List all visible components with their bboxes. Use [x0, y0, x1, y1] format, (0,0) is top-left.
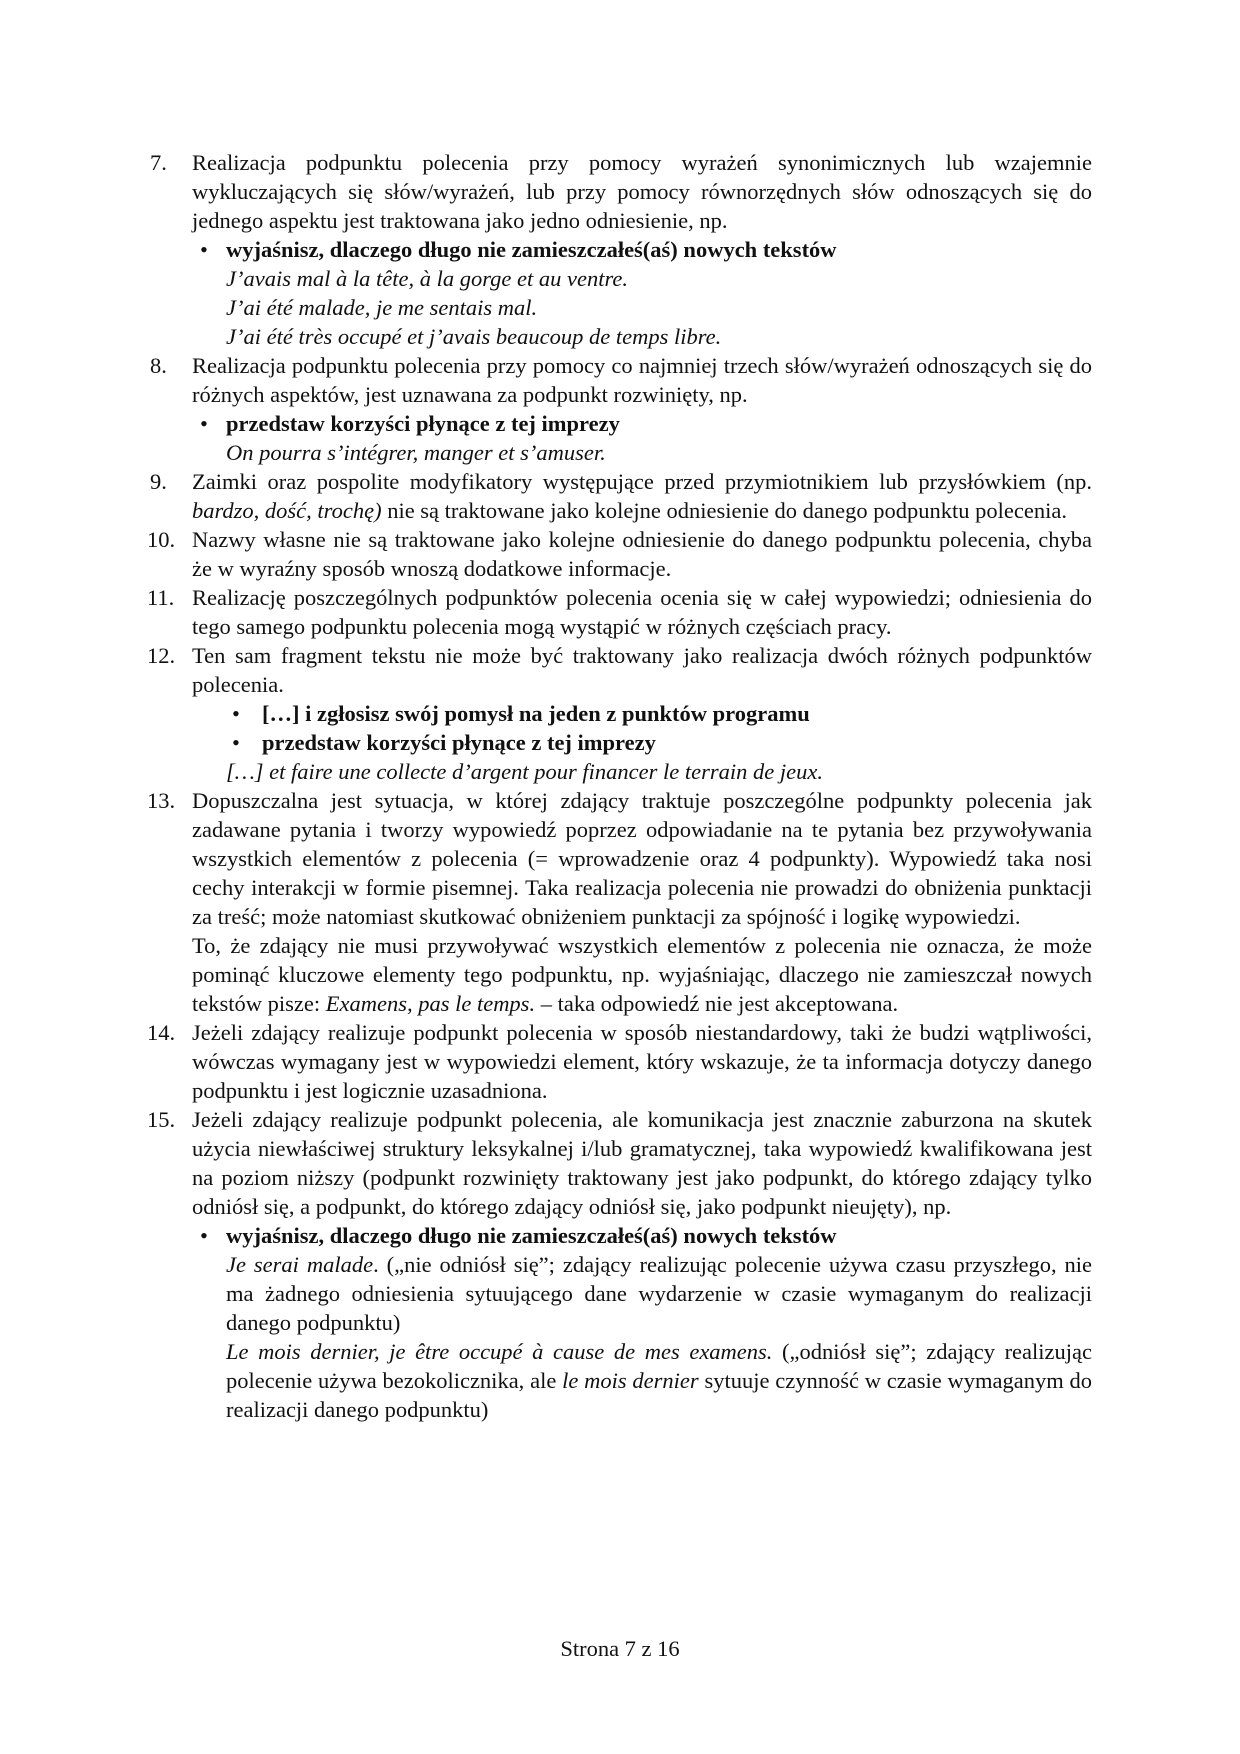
- bullet-list: [192, 235, 1092, 264]
- rule-item-12: [147, 641, 1092, 786]
- page-footer: Strona 7 z 16: [560, 1636, 680, 1661]
- example-block: [192, 1250, 1092, 1337]
- italic-text-run: Examens, pas le temps.: [325, 991, 536, 1016]
- rule-item-11: [147, 583, 1092, 641]
- text-run: To, że zdający nie musi przywoływać wszystkich elementów z polecenia nie oznacza, że może pominąć kluczowe elementy tego podpunktu, np. wyjaśniając, dlaczego nie zamieszczał nowych tekstów pisze:: [192, 933, 1092, 1016]
- example-line: J’ai été très occupé et j’avais beaucoup de temps libre.: [226, 324, 722, 349]
- item-text: Realizacja podpunktu polecenia przy pomocy co najmniej trzech słów/wyrażeń odnoszących się do różnych aspektów, jest uznawana za podpunkt rozwinięty, np.: [192, 353, 1092, 407]
- bullet-item: • przedstaw korzyści płynące z tej imprezy: [192, 409, 1092, 438]
- italic-text-run: Je serai malade: [226, 1252, 374, 1277]
- bullet-list: [192, 699, 1092, 757]
- text-run: Zaimki oraz pospolite modyfikatory występujące przed przymiotnikiem lub przysłówkiem (np.: [192, 469, 1092, 494]
- item-text-continued: [192, 931, 1092, 1018]
- item-number: 9.: [150, 469, 167, 494]
- example-line: J’avais mal à la tête, à la gorge et au ventre.: [226, 266, 628, 291]
- item-text: Jeżeli zdający realizuje podpunkt polecenia, ale komunikacja jest znacznie zaburzona na skutek użycia niewłaściwej struktury leksykalnej i/lub gramatycznej, taka wypowiedź kwalifikowana jest na poziom niższy (podpunkt rozwinięty traktowany jest jako podpunkt, do którego zdający tylko odniósł się, a podpunkt, do którego zdający odniósł się, jako podpunkt nieujęty), np.: [192, 1107, 1092, 1219]
- item-text: Realizacja podpunktu polecenia przy pomocy wyrażeń synonimicznych lub wzajemnie wykluczających się słów/wyrażeń, lub przy pomocy równorzędnych słów odnoszących się do jednego aspektu jest traktowana jako jedno odniesienie, np.: [192, 150, 1092, 233]
- example-line: […] et faire une collecte d’argent pour financer le terrain de jeux.: [226, 759, 823, 784]
- item-text: Nazwy własne nie są traktowane jako kolejne odniesienie do danego podpunktu polecenia, chyba że w wyraźny sposób wnoszą dodatkowe informacje.: [192, 527, 1092, 581]
- italic-text-run: le mois dernier: [562, 1368, 699, 1393]
- item-number: 14.: [147, 1020, 176, 1045]
- text-run: nie są traktowane jako kolejne odniesienie do danego podpunktu polecenia.: [381, 498, 1067, 523]
- item-text: Jeżeli zdający realizuje podpunkt polecenia w sposób niestandardowy, taki że budzi wątpliwości, wówczas wymagany jest w wypowiedzi element, który wskazuje, że ta informacja dotyczy danego podpunktu i jest logicznie uzasadniona.: [192, 1020, 1092, 1103]
- rule-item-15: [147, 1105, 1092, 1424]
- item-number: 12.: [147, 643, 176, 668]
- item-number: 7.: [150, 150, 167, 175]
- bullet-item: • wyjaśnisz, dlaczego długo nie zamieszczałeś(aś) nowych tekstów: [192, 1221, 1092, 1250]
- bullet-list: [192, 409, 1092, 438]
- page-content: [147, 148, 1092, 1424]
- example-line: J’ai été malade, je me sentais mal.: [226, 295, 538, 320]
- item-number: 8.: [150, 353, 167, 378]
- text-run: – taka odpowiedź nie jest akceptowana.: [535, 991, 899, 1016]
- rule-item-8: [150, 351, 1092, 467]
- item-number: 15.: [147, 1107, 176, 1132]
- item-text: Dopuszczalna jest sytuacja, w której zdający traktuje poszczególne podpunkty polecenia jak zadawane pytania i tworzy wypowiedź poprzez odpowiadanie na te pytania bez przywoływania wszystkich elementów z polecenia (= wprowadzenie oraz 4 podpunkty). Wypowiedź taka nosi cechy interakcji w formie pisemnej. Taka realizacja polecenia nie prowadzi do obniżenia punktacji za treść; może natomiast skutkować obniżeniem punktacji za spójność i logikę wypowiedzi.: [192, 788, 1092, 929]
- rule-item-14: [147, 1018, 1092, 1105]
- example-line: On pourra s’intégrer, manger et s’amuser.: [226, 440, 606, 465]
- italic-text-run: Le mois dernier, je être occupé à cause de mes examens.: [226, 1339, 773, 1364]
- item-text: Ten sam fragment tekstu nie może być traktowany jako realizacja dwóch różnych podpunktów polecenia.: [192, 643, 1092, 697]
- example-block: [192, 1337, 1092, 1424]
- item-text: [192, 467, 1092, 525]
- bullet-item: • przedstaw korzyści płynące z tej imprezy: [192, 728, 1092, 757]
- italic-text-run: bardzo, dość, trochę): [192, 498, 382, 523]
- item-number: 10.: [147, 527, 176, 552]
- rule-item-9: [150, 467, 1092, 525]
- rule-item-10: [147, 525, 1092, 583]
- text-run: . („nie odniósł się”; zdający realizując polecenie używa czasu przyszłego, nie ma żadnego odniesienia sytuującego dane wydarzenie w czasie wymaganym do realizacji danego podpunktu): [226, 1252, 1092, 1335]
- item-number: 11.: [147, 585, 175, 610]
- rule-item-13: [147, 786, 1092, 1018]
- bullet-list: [192, 1221, 1092, 1250]
- item-number: 13.: [147, 788, 176, 813]
- item-text: Realizację poszczególnych podpunktów polecenia ocenia się w całej wypowiedzi; odniesienia do tego samego podpunktu polecenia mogą wystąpić w różnych częściach pracy.: [192, 585, 1092, 639]
- text-run: („odniósł się”; zdający realizując polecenie używa bezokolicznika, ale: [226, 1339, 1092, 1393]
- rule-item-7: [150, 148, 1092, 351]
- text-run: sytuuje czynność w czasie wymaganym do realizacji danego podpunktu): [226, 1368, 1092, 1422]
- bullet-item: • […] i zgłosisz swój pomysł na jeden z punktów programu: [192, 699, 1092, 728]
- bullet-item: • wyjaśnisz, dlaczego długo nie zamieszczałeś(aś) nowych tekstów: [192, 235, 1092, 264]
